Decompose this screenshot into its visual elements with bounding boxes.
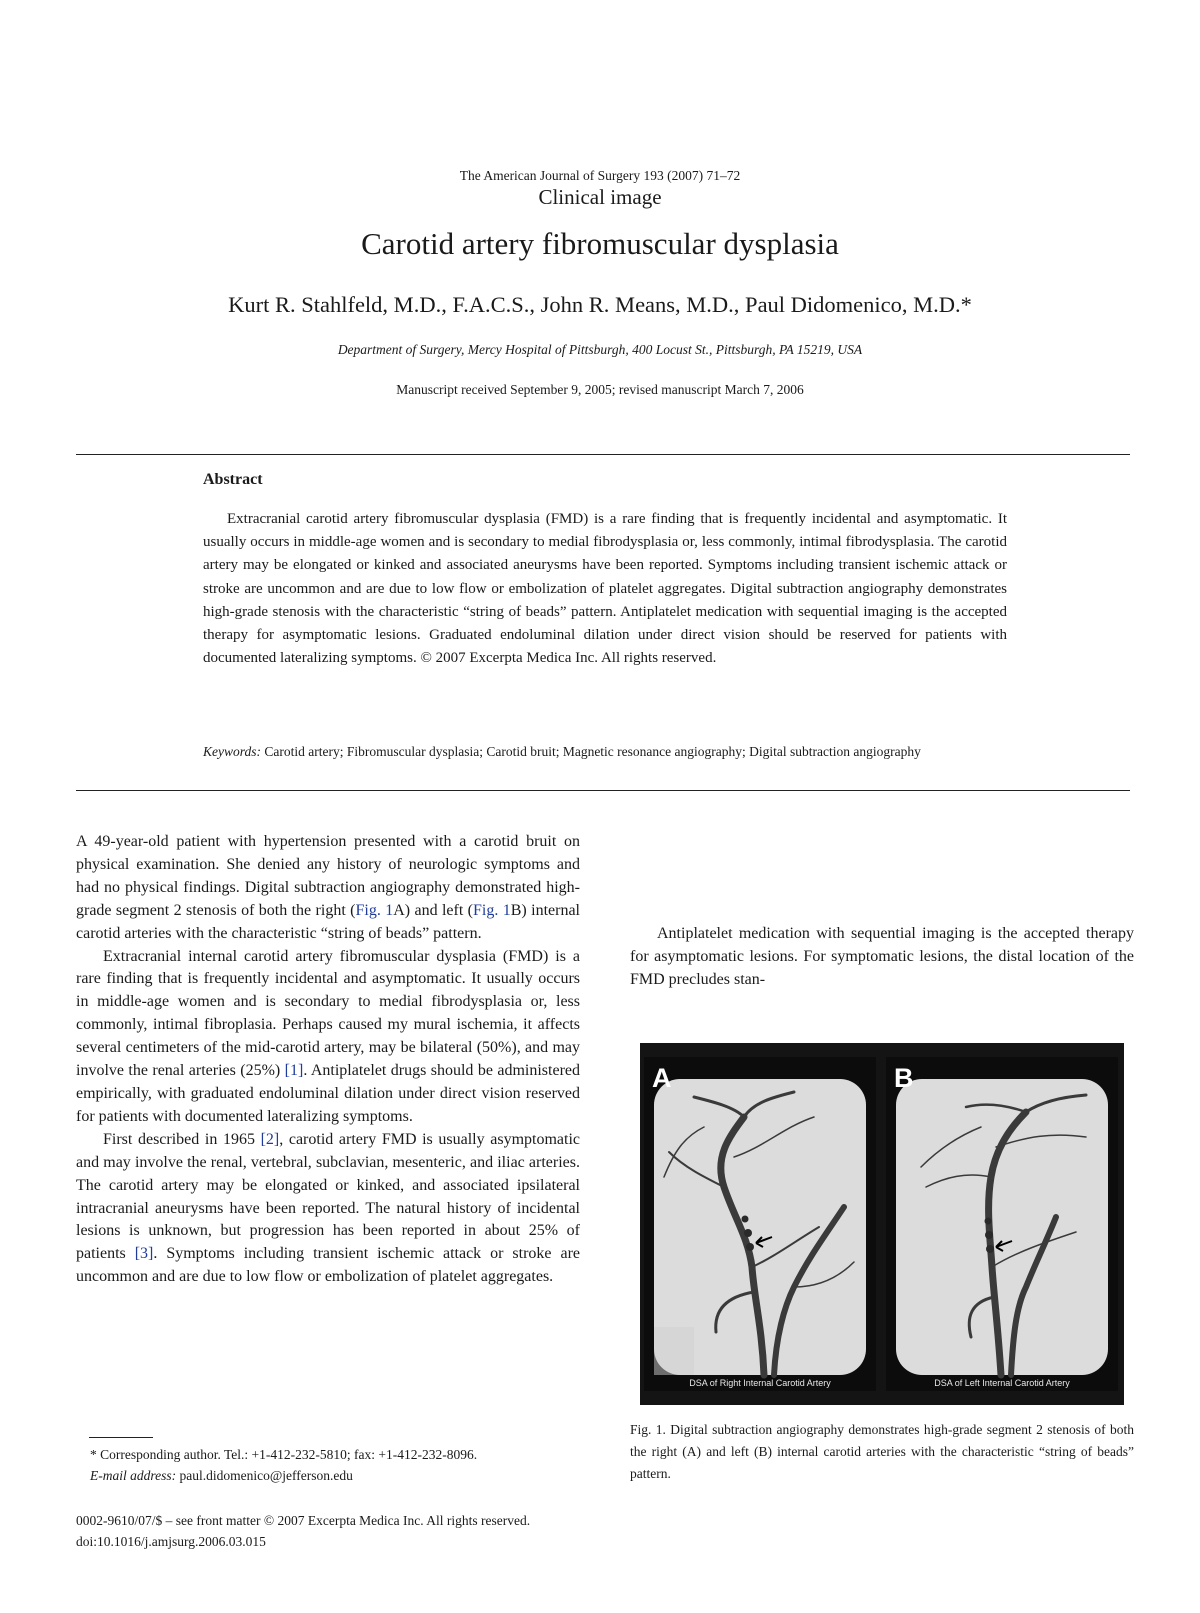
manuscript-dates: Manuscript received September 9, 2005; revised manuscript March 7, 2006 — [396, 382, 804, 397]
body-text: . Symptoms including transient ischemic attack or stroke are uncommon and are due to low flow or embolization of platelet aggregates. — [76, 1245, 581, 1286]
panel-b-letter: B — [894, 1063, 914, 1093]
abstract-text: Extracranial carotid artery fibromuscular dysplasia (FMD) is a rare finding that is frequently incidental and asymptomatic. It usually occurs in middle-age women and is secondary to medial fibrodysplasia or, less commonly, intimal fibrodysplasia. The carotid artery may be elongated or kinked and associated aneurysms have been reported. Symptoms including transient ischemic attack or stroke are uncommon and are due to low flow or embolization of platelet aggregates. Digital subtraction angiography demonstrates high-grade stenosis with the characteristic “string of beads” pattern. Antiplatelet medication with sequential imaging is the accepted therapy for asymptomatic lesions. Graduated endoluminal dilation under direct vision should be reserved for patients with documented lateralizing symptoms. © 2007 Excerpta Medica Inc. All rights reserved. — [203, 511, 1007, 667]
abstract-heading: Abstract — [203, 471, 263, 488]
footnote — [90, 1444, 590, 1486]
figure-reference-link[interactable]: Fig. 1 — [473, 901, 511, 919]
abstract-bottom-rule — [76, 790, 1130, 791]
figure-reference-link[interactable]: Fig. 1 — [355, 901, 394, 919]
citation-link[interactable]: [3] — [134, 1245, 154, 1263]
keywords — [203, 741, 963, 763]
figure-panel-a — [644, 1057, 876, 1391]
footnote-rule — [89, 1437, 153, 1438]
citation-link[interactable]: [2] — [260, 1130, 280, 1148]
abstract-top-rule — [76, 454, 1130, 455]
paper-title: Carotid artery fibromuscular dysplasia — [361, 226, 839, 261]
body-paragraph: Antiplatelet medication with sequential imaging is the accepted therapy for asymptomatic lesions. For symptomatic lesions, the distal location of the FMD precludes stan- — [630, 925, 1134, 988]
panel-a-letter: A — [652, 1063, 672, 1093]
corresponding-author: * Corresponding author. Tel.: +1-412-232-5810; fax: +1-412-232-8096. — [90, 1447, 478, 1462]
keywords-label: Keywords: — [203, 744, 261, 759]
doi[interactable]: doi:10.1016/j.amjsurg.2006.03.015 — [76, 1534, 266, 1549]
body-paragraph — [76, 946, 580, 1129]
figure-panel-b — [886, 1057, 1118, 1391]
figure-caption: Fig. 1. Digital subtraction angiography demonstrates high-grade segment 2 stenosis of both the right (A) and left (B) internal carotid arteries with the characteristic “string of beads” pattern. — [630, 1422, 1134, 1481]
journal-citation: The American Journal of Surgery 193 (2007) 71–72 — [459, 168, 741, 183]
body-text: , carotid artery FMD is usually asymptomatic and may involve the renal, vertebral, subclavian, mesenteric, and iliac arteries. The carotid artery may be elongated or kinked, and associated ipsilateral intracranial aneurysms have been reported. The natural history of incidental lesions is unknown, but progression has been reported in about 25% of patients — [76, 1130, 581, 1263]
keywords-list: Carotid artery; Fibromuscular dysplasia; Carotid bruit; Magnetic resonance angiography; Digital subtraction angiography — [264, 744, 921, 759]
section-label: Clinical image — [538, 185, 662, 209]
body-text: A) and left ( — [393, 901, 474, 919]
panel-a-caption: DSA of Right Internal Carotid Artery — [689, 1378, 831, 1388]
email-address[interactable]: paul.didomenico@jefferson.edu — [179, 1468, 353, 1483]
body-paragraph — [76, 831, 580, 946]
email-label: E-mail address: — [90, 1468, 177, 1483]
issn-line: 0002-9610/07/$ – see front matter © 2007 Excerpta Medica Inc. All rights reserved. — [76, 1513, 531, 1528]
body-column-left — [76, 831, 580, 1289]
body-text: First described in 1965 — [103, 1130, 261, 1148]
body-text: Extracranial internal carotid artery fibromuscular dysplasia (FMD) is a rare finding that is frequently incidental and asymptomatic. It usually occurs in middle-age women and is secondary to medial fibrodysplasia or, less commonly, intimal fibroplasia. Perhaps caused my mural ischemia, it affects several centimeters of the mid-carotid artery, may be bilateral (50%), and may involve the renal arteries (25%) — [76, 947, 580, 1080]
citation-link[interactable]: [1] — [284, 1062, 304, 1080]
affiliation: Department of Surgery, Mercy Hospital of Pittsburgh, 400 Locust St., Pittsburgh, PA 15219, USA — [337, 342, 863, 357]
angiogram-right-image — [644, 1057, 876, 1391]
angiography-figure — [640, 1043, 1124, 1405]
front-matter — [76, 1510, 530, 1552]
angiogram-left-image — [886, 1057, 1118, 1391]
panel-b-caption: DSA of Left Internal Carotid Artery — [934, 1378, 1070, 1388]
body-text: A 49-year-old patient with hypertension presented with a carotid bruit on physical examination. She denied any history of neurologic symptoms and had no physical findings. Digital subtraction angiography demonstrated high-grade segment 2 stenosis of both the right ( — [76, 833, 580, 919]
body-text: . Antiplatelet drugs should be administered empirically, with graduated endoluminal dilation under direct vision reserved for patients with documented lateralizing symptoms. — [76, 1062, 580, 1125]
body-paragraph — [76, 1129, 580, 1289]
body-column-right — [630, 831, 1134, 992]
author-list: Kurt R. Stahlfeld, M.D., F.A.C.S., John R. Means, M.D., Paul Didomenico, M.D.* — [228, 292, 972, 317]
body-text: B) internal carotid arteries with the characteristic “string of beads” pattern. — [76, 901, 581, 942]
